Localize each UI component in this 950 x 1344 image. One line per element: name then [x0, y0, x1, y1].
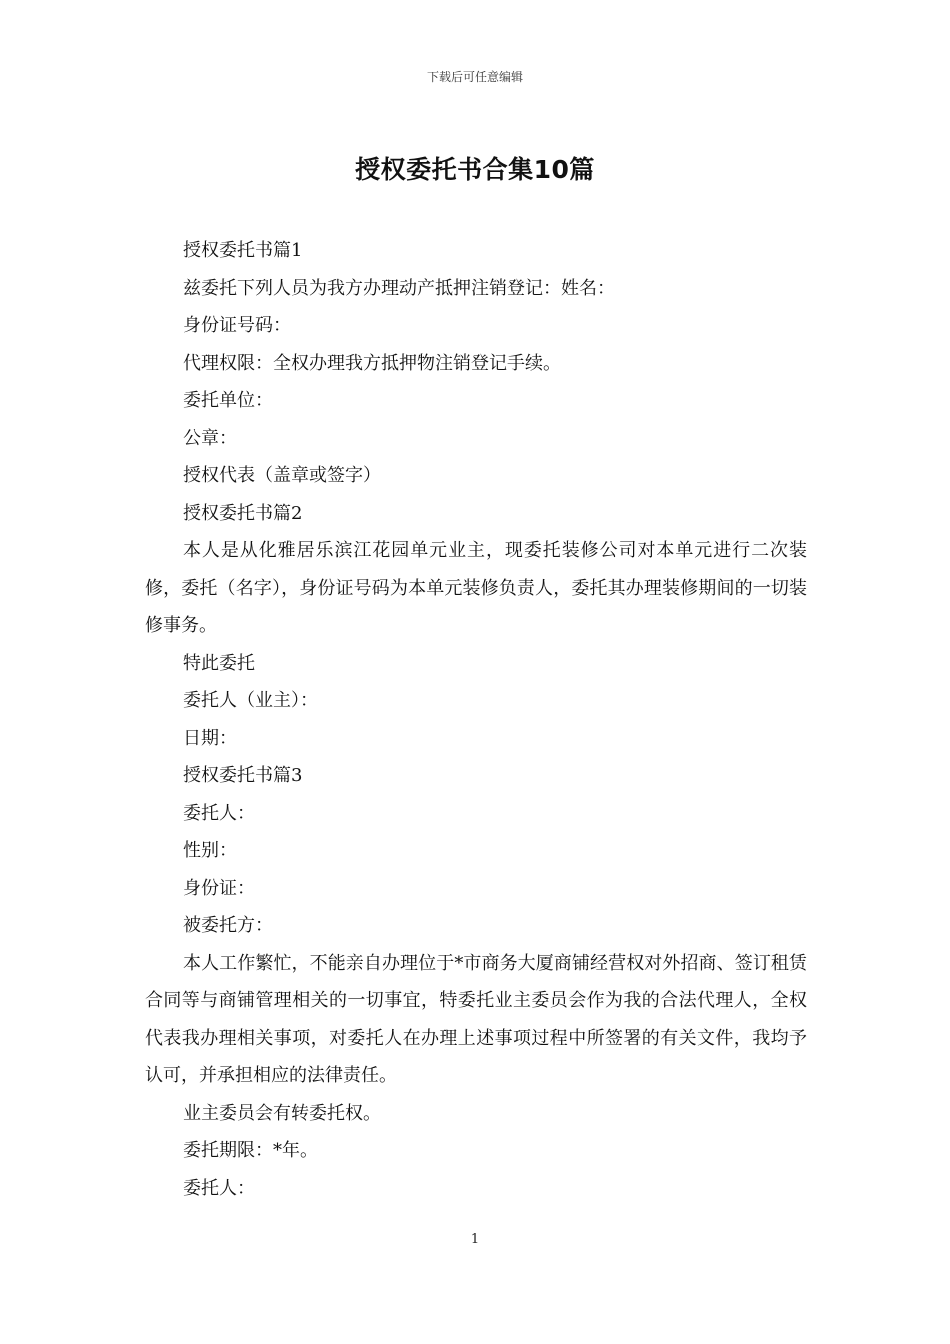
document-title: 授权委托书合集10篇 [355, 155, 595, 184]
form-field-label: 委托单位： [183, 390, 273, 411]
form-field-label: 身份证： [183, 877, 255, 899]
paragraph: 本人工作繁忙，不能亲自办理位于*市商务大厦商铺经营权对外招商、签订租赁合同等与商铺管理相关的一切事宜，特委托业主委员会作为我的合法代理人，全权代表我办理相关事项，对委托人在办理上述事项过程中所签署的有关文件，我均予认可，并承担相应的法律责任。 [145, 952, 807, 1086]
form-field-label: 委托人（业主）： [183, 690, 318, 711]
document-body [145, 232, 807, 1207]
paragraph: 兹委托下列人员为我方办理动产抵押注销登记：姓名： [183, 277, 615, 299]
form-field-label: 委托期限：*年。 [183, 1140, 318, 1161]
section-heading: 授权委托书篇3 [183, 765, 303, 786]
form-field-label: 被委托方： [183, 915, 273, 936]
form-field-label: 委托人： [183, 802, 255, 824]
paragraph: 本人是从化雅居乐滨江花园单元业主，现委托装修公司对本单元进行二次装修，委托（名字），身份证号码为本单元装修负责人，委托其办理装修期间的一切装修事务。 [145, 540, 807, 636]
section-heading: 授权委托书篇1 [183, 240, 303, 261]
section-heading: 授权委托书篇2 [183, 502, 303, 524]
page-number: 1 [470, 1232, 480, 1247]
paragraph: 代理权限：全权办理我方抵押物注销登记手续。 [183, 352, 561, 374]
form-field-label: 公章： [183, 427, 237, 449]
form-field-label: 身份证号码： [183, 315, 291, 336]
paragraph: 特此委托 [183, 652, 255, 674]
form-field-label: 委托人： [183, 1177, 255, 1199]
form-field-label: 日期： [183, 727, 237, 749]
header-note: 下载后可任意编辑 [426, 70, 523, 84]
paragraph: 业主委员会有转委托权。 [183, 1102, 381, 1124]
paragraph: 授权代表（盖章或签字） [183, 465, 381, 486]
form-field-label: 性别： [183, 840, 237, 861]
